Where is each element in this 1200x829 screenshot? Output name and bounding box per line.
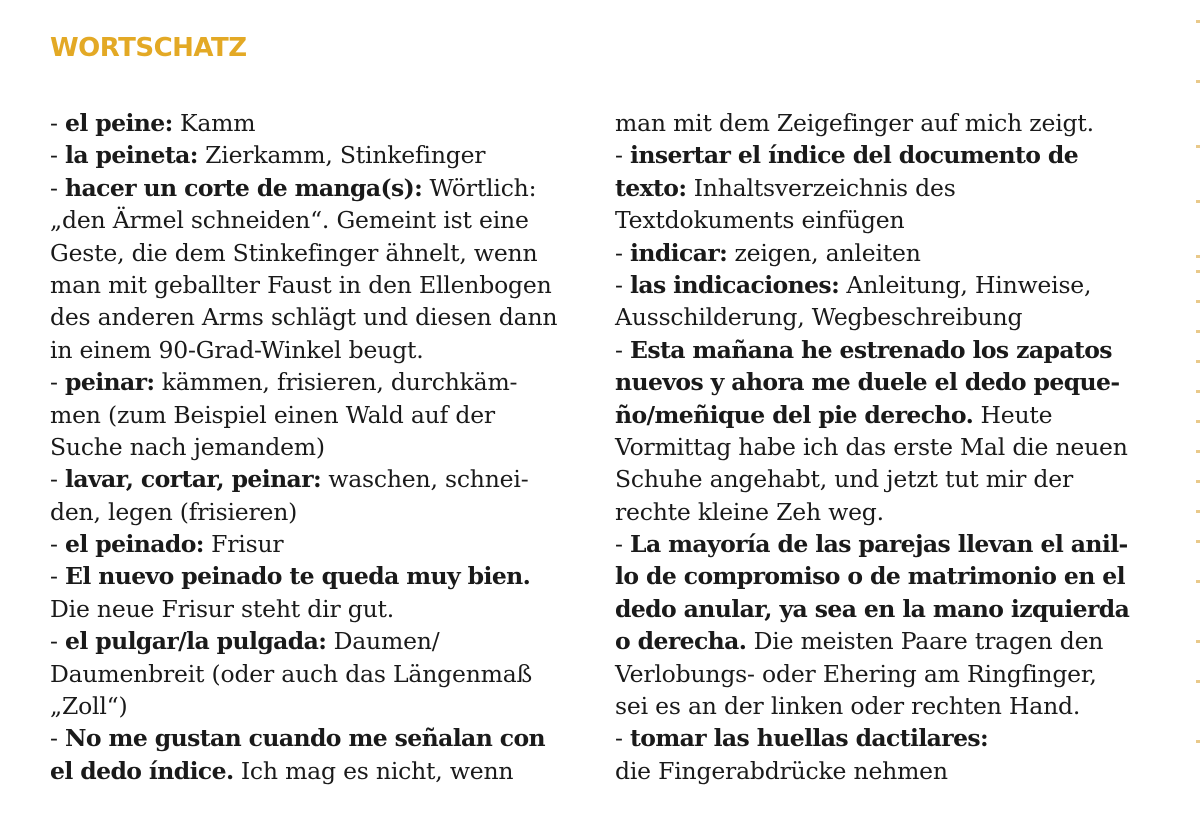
translation-text: Die neue Frisur steht dir gut. [50, 594, 395, 623]
translation-text: Daumen/ [326, 627, 440, 656]
translation-text: Inhaltsverzeichnis des [686, 173, 956, 202]
translation-text: Heute [973, 400, 1053, 429]
translation-text: - [615, 270, 631, 299]
translation-text: Kamm [172, 109, 256, 137]
vocabulary-line [615, 237, 1129, 269]
vocabulary-line [615, 528, 1129, 560]
translation-text: Verlobungs- oder Ehering am Ringfinger, [615, 659, 1097, 688]
term-text: hacer un corte de manga(s): [65, 173, 423, 202]
translation-text: Textdokuments einfügen [615, 206, 905, 235]
translation-text: - [50, 530, 66, 559]
term-text: dedo anular, ya sea en la mano izquierda [615, 594, 1130, 623]
translation-text: sei es an der linken oder rechten Hand. [615, 692, 1081, 721]
translation-text: - [615, 335, 631, 364]
translation-text: Daumenbreit (oder auch das Längenmaß [50, 659, 533, 688]
left-column [50, 107, 557, 787]
edge-mark [1196, 480, 1200, 483]
edge-mark [1196, 640, 1200, 643]
vocabulary-line [615, 625, 1129, 657]
vocabulary-line [615, 755, 1129, 787]
translation-text: Geste, die dem Stinkefinger ähnelt, wenn [50, 238, 538, 267]
translation-text: kämmen, frisieren, durchkäm- [154, 368, 518, 397]
vocabulary-line [615, 107, 1129, 139]
translation-text: - [50, 465, 66, 494]
translation-text: „Zoll“) [50, 692, 128, 721]
vocabulary-line [615, 366, 1129, 398]
vocabulary-line [50, 560, 557, 592]
edge-mark [1196, 510, 1200, 513]
vocabulary-line [615, 139, 1129, 171]
edge-mark [1196, 255, 1200, 258]
translation-text: rechte kleine Zeh weg. [615, 497, 884, 526]
edge-mark [1196, 420, 1200, 423]
edge-mark [1196, 680, 1200, 683]
translation-text: den, legen (frisieren) [50, 497, 298, 526]
term-text: ño/meñique del pie derecho. [615, 400, 974, 429]
term-text: o derecha. [615, 627, 747, 656]
term-text: No me gustan cuando me señalan con [65, 724, 546, 753]
vocabulary-line [615, 301, 1129, 333]
vocabulary-line [50, 399, 557, 431]
vocabulary-line [615, 431, 1129, 463]
translation-text: Ich mag es nicht, wenn [233, 756, 514, 785]
page-edge-marks [1194, 0, 1200, 829]
vocabulary-line [615, 172, 1129, 204]
translation-text: Ausschilderung, Wegbeschreibung [615, 303, 1023, 332]
term-text: lavar, cortar, peinar: [65, 465, 322, 494]
edge-mark [1196, 330, 1200, 333]
vocabulary-line [50, 528, 557, 560]
translation-text: Die meisten Paare tragen den [746, 627, 1104, 656]
translation-text: „den Ärmel schneiden“. Gemeint ist eine [50, 206, 529, 235]
term-text: La mayoría de las parejas llevan el anil- [630, 530, 1128, 559]
vocabulary-line [50, 496, 557, 528]
edge-mark [1196, 20, 1200, 23]
translation-text: - [50, 368, 66, 397]
term-text: peinar: [65, 368, 155, 397]
vocabulary-line [615, 496, 1129, 528]
vocabulary-line [50, 107, 557, 139]
translation-text: - [50, 627, 66, 656]
term-text: las indicaciones: [630, 270, 840, 299]
translation-text: man mit dem Zeigefinger auf mich zeigt. [615, 109, 1094, 137]
edge-mark [1196, 360, 1200, 363]
translation-text: Vormittag habe ich das erste Mal die neuen [615, 432, 1128, 461]
section-title: WORTSCHATZ [50, 33, 247, 63]
vocabulary-line [50, 431, 557, 463]
edge-mark [1196, 145, 1200, 148]
right-column [615, 107, 1129, 787]
edge-mark [1196, 300, 1200, 303]
edge-mark [1196, 450, 1200, 453]
term-text: el peinado: [65, 530, 204, 559]
translation-text: Zierkamm, Stinkefinger [197, 141, 486, 170]
term-text: indicar: [630, 238, 728, 267]
vocabulary-line [50, 139, 557, 171]
term-text: texto: [615, 173, 687, 202]
vocabulary-line [50, 237, 557, 269]
vocabulary-line [50, 366, 557, 398]
term-text: insertar el índice del documento de [630, 141, 1079, 170]
term-text: nuevos y ahora me duele el dedo peque- [615, 368, 1120, 397]
translation-text: zeigen, anleiten [727, 238, 921, 267]
translation-text: in einem 90-Grad-Winkel beugt. [50, 335, 424, 364]
edge-mark [1196, 390, 1200, 393]
term-text: la peineta: [65, 141, 198, 170]
term-text: El nuevo peinado te queda muy bien. [65, 562, 531, 591]
edge-mark [1196, 740, 1200, 743]
translation-text: - [50, 141, 66, 170]
edge-mark [1196, 270, 1200, 273]
vocabulary-line [615, 463, 1129, 495]
vocabulary-line [50, 625, 557, 657]
translation-text: Suche nach jemandem) [50, 432, 325, 461]
edge-mark [1196, 540, 1200, 543]
vocabulary-line [615, 560, 1129, 592]
term-text: lo de compromiso o de matrimonio en el [615, 562, 1125, 591]
translation-text: waschen, schnei- [321, 465, 529, 494]
vocabulary-line [615, 334, 1129, 366]
vocabulary-line [615, 690, 1129, 722]
term-text: tomar las huellas dactilares: [630, 724, 989, 753]
vocabulary-line [615, 204, 1129, 236]
translation-text: des anderen Arms schlägt und diesen dann [50, 303, 558, 332]
vocabulary-line [50, 204, 557, 236]
vocabulary-line [50, 722, 557, 754]
term-text: el dedo índice. [50, 756, 234, 785]
translation-text: - [615, 724, 631, 753]
vocabulary-line [50, 463, 557, 495]
translation-text: die Fingerabdrücke nehmen [615, 756, 948, 785]
translation-text: - [50, 109, 66, 137]
vocabulary-line [50, 172, 557, 204]
translation-text: - [50, 173, 66, 202]
vocabulary-line [50, 334, 557, 366]
translation-text: - [615, 141, 631, 170]
translation-text: - [615, 238, 631, 267]
translation-text: - [50, 562, 66, 591]
translation-text: man mit geballter Faust in den Ellenbogen [50, 270, 552, 299]
translation-text: Anleitung, Hinweise, [839, 270, 1092, 299]
term-text: Esta mañana he estrenado los zapatos [630, 335, 1112, 364]
vocabulary-line [615, 658, 1129, 690]
vocabulary-line [50, 658, 557, 690]
vocabulary-line [615, 269, 1129, 301]
translation-text: Frisur [203, 530, 284, 559]
vocabulary-line [615, 399, 1129, 431]
translation-text: men (zum Beispiel einen Wald auf der [50, 400, 495, 429]
translation-text: - [50, 724, 66, 753]
vocabulary-line [50, 301, 557, 333]
edge-mark [1196, 200, 1200, 203]
term-text: el pulgar/la pulgada: [65, 627, 327, 656]
vocabulary-line [50, 755, 557, 787]
term-text: el peine: [65, 109, 173, 137]
translation-text: Wörtlich: [422, 173, 537, 202]
vocabulary-line [50, 690, 557, 722]
vocabulary-line [50, 593, 557, 625]
vocabulary-line [50, 269, 557, 301]
translation-text: - [615, 530, 631, 559]
edge-mark [1196, 80, 1200, 83]
edge-mark [1196, 580, 1200, 583]
translation-text: Schuhe angehabt, und jetzt tut mir der [615, 465, 1074, 494]
vocabulary-line [615, 722, 1129, 754]
vocabulary-line [615, 593, 1129, 625]
